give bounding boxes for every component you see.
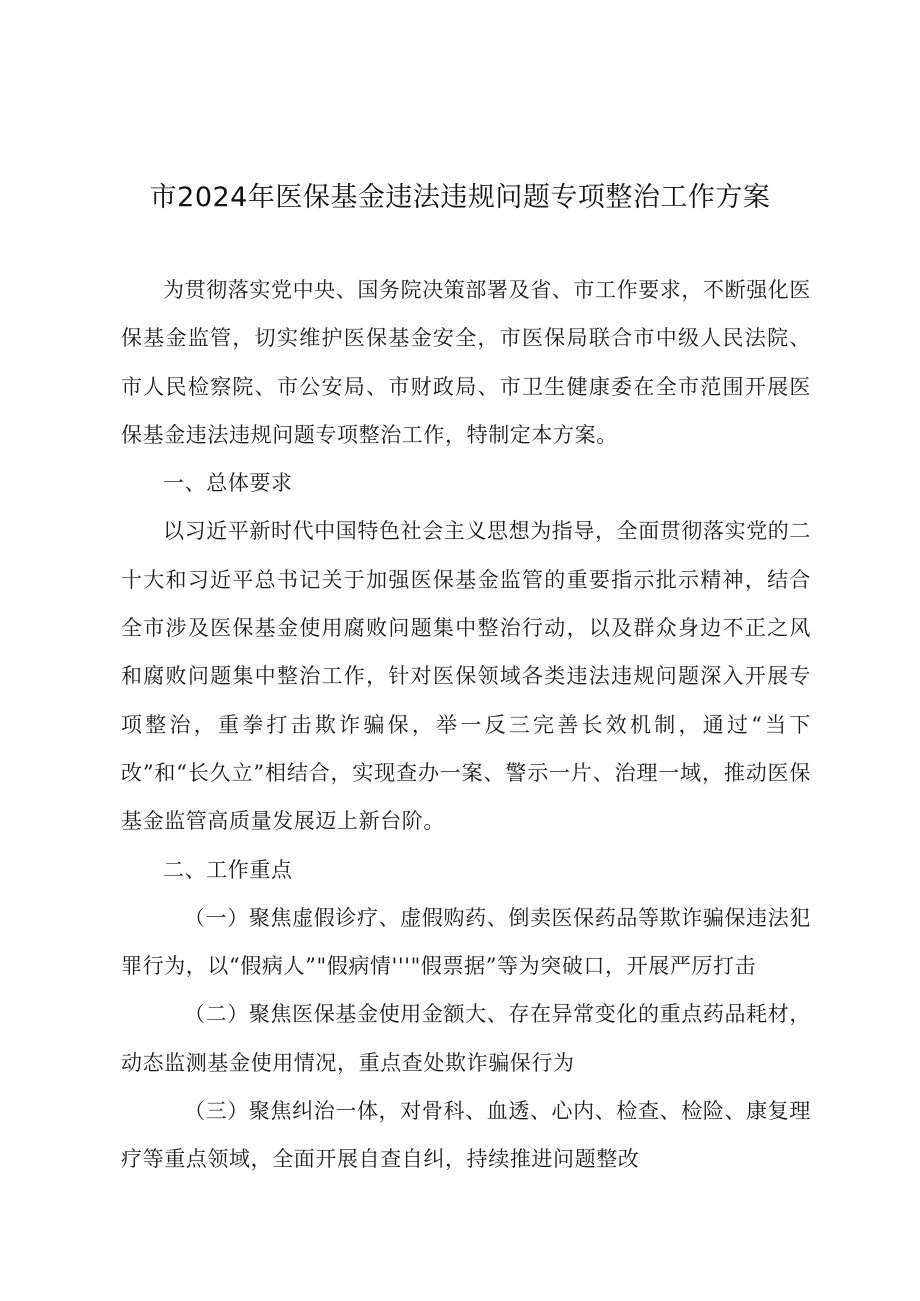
work-focus-item-1: （一）聚焦虚假诊疗、虚假购药、倒卖医保药品等欺诈骗保违法犯罪行为，以“假病人”"假病情'''"假票据”等为突破口，开展严厉打击 xyxy=(121,905,811,979)
work-focus-item-3: （三）聚焦纠治一体，对骨科、血透、心内、检查、检险、康复理疗等重点领域，全面开展自查自纠，持续推进问题整改 xyxy=(121,1099,811,1172)
document-body xyxy=(121,266,811,1184)
intro-paragraph: 为贯彻落实党中央、国务院决策部署及省、市工作要求，不断强化医保基金监管，切实维护医保基金安全，市医保局联合市中级人民法院、市人民检察院、市公安局、市财政局、市卫生健康委在全市范围开展医保基金违法违规问题专项整治工作，特制定本方案。 xyxy=(121,278,811,447)
document-title: 市2024年医保基金违法违规问题专项整治工作方案 xyxy=(149,182,771,213)
section-heading-work-focus: 二、工作重点 xyxy=(163,857,293,882)
work-focus-item-2: （二）聚焦医保基金使用金额大、存在异常变化的重点药品耗材，动态监测基金使用情况，重点查处欺诈骗保行为 xyxy=(121,1002,811,1075)
section-heading-general-requirements: 一、总体要求 xyxy=(163,471,293,496)
general-requirements-paragraph: 以习近平新时代中国特色社会主义思想为指导，全面贯彻落实党的二十大和习近平总书记关于加强医保基金监管的重要指示批示精神，结合全市涉及医保基金使用腐败问题集中整治行动，以及群众身边不正之风和腐败问题集中整治工作，针对医保领域各类违法违规问题深入开展专项整治，重拳打击欺诈骗保，举一反三完善长效机制，通过“当下改”和“长久立”相结合，实现查办一案、警示一片、治理一域，推动医保基金监管高质量发展迈上新台阶。 xyxy=(121,519,811,834)
